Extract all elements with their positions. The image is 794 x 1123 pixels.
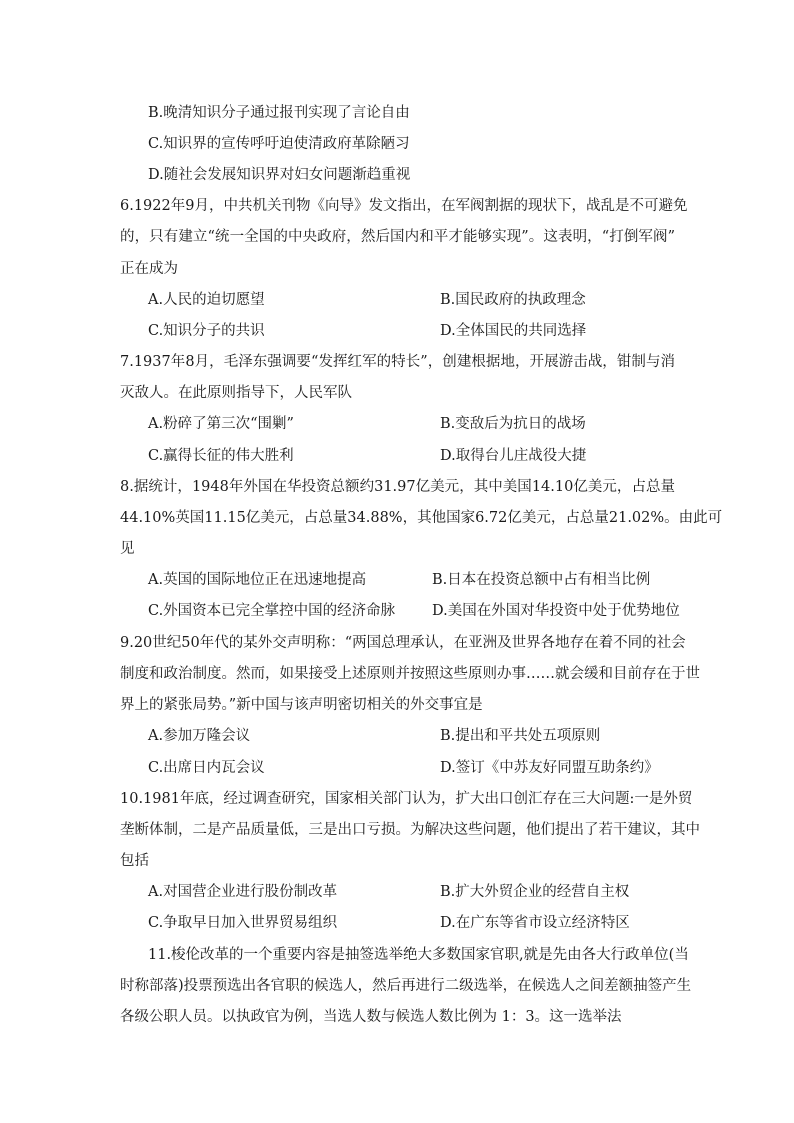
q9-option-d: D.签订《中苏友好同盟互助条约》 bbox=[440, 760, 659, 776]
q9-option-b: B.提出和平共处五项原则 bbox=[440, 728, 601, 744]
q10-option-c: C.争取早日加入世界贸易组织 bbox=[148, 915, 338, 931]
q5-option-c: C.知识界的宣传呼吁迫使清政府革除陋习 bbox=[148, 136, 410, 152]
q9-stem-line-2: 制度和政治制度。然而，如果接受上述原则并按照这些原则办事……就会缓和目前存在于世 bbox=[120, 666, 700, 682]
q8-option-b: B.日本在投资总额中占有相当比例 bbox=[432, 572, 651, 588]
q7-option-d: D.取得台儿庄战役大捷 bbox=[440, 448, 587, 464]
q10-option-d: D.在广东等省市设立经济特区 bbox=[440, 915, 630, 931]
q8-stem-line-2: 44.10%英国11.15亿美元，占总量34.88%，其他国家6.72亿美元，占总量21.02%。由此可 bbox=[120, 510, 723, 526]
q7-option-b: B.变敌后为抗日的战场 bbox=[440, 416, 586, 432]
q6-option-c: C.知识分子的共识 bbox=[148, 323, 265, 339]
q10-stem-line-3: 包括 bbox=[120, 853, 149, 869]
q10-stem-line-2: 垄断体制，二是产品质量低，三是出口亏损。为解决这些问题，他们提出了若干建议，其中 bbox=[120, 822, 700, 838]
q8-option-d: D.美国在外国对华投资中处于优势地位 bbox=[432, 603, 680, 619]
q10-option-b: B.扩大外贸企业的经营自主权 bbox=[440, 884, 630, 900]
q7-option-c: C.赢得长征的伟大胜利 bbox=[148, 448, 294, 464]
q8-stem-line-3: 见 bbox=[120, 541, 135, 557]
q7-stem-line-2: 灭敌人。在此原则指导下，人民军队 bbox=[120, 385, 352, 401]
q9-stem-line-1: 9.20世纪50年代的某外交声明称：“两国总理承认，在亚洲及世界各地存在着不同的社会 bbox=[120, 635, 686, 651]
q8-option-a: A.英国的国际地位正在迅速地提高 bbox=[148, 572, 367, 588]
q6-option-b: B.国民政府的执政理念 bbox=[440, 292, 586, 308]
q6-stem-line-1: 6.1922年9月，中共机关刊物《向导》发文指出，在军阀割据的现状下，战乱是不可避免 bbox=[120, 198, 688, 214]
q11-stem-line-2: 时称部落)投票预选出各官职的候选人，然后再进行二级选举，在候选人之间差额抽签产生 bbox=[120, 978, 692, 994]
q6-option-a: A.人民的迫切愿望 bbox=[148, 292, 265, 308]
q6-stem-line-3: 正在成为 bbox=[120, 261, 178, 277]
q8-stem-line-1: 8.据统计，1948年外国在华投资总额约31.97亿美元，其中美国14.10亿美元，占总量 bbox=[120, 479, 675, 495]
q7-option-a: A.粉碎了第三次“围剿” bbox=[148, 416, 294, 432]
q6-option-d: D.全体国民的共同选择 bbox=[440, 323, 587, 339]
q5-option-b: B.晚清知识分子通过报刊实现了言论自由 bbox=[148, 105, 410, 121]
q11-stem-line-3: 各级公职人员。以执政官为例，当选人数与候选人数比例为 1：3。这一选举法 bbox=[120, 1009, 622, 1025]
q10-option-a: A.对国营企业进行股份制改革 bbox=[148, 884, 338, 900]
q6-stem-line-2: 的，只有建立“统一全国的中央政府，然后国内和平才能够实现”。这表明，“打倒军阀” bbox=[120, 229, 675, 245]
q9-option-c: C.出席日内瓦会议 bbox=[148, 760, 265, 776]
q7-stem-line-1: 7.1937年8月，毛泽东强调要“发挥红军的特长”，创建根据地，开展游击战，钳制与消 bbox=[120, 354, 675, 370]
q8-option-c: C.外国资本已完全掌控中国的经济命脉 bbox=[148, 603, 396, 619]
q5-option-d: D.随社会发展知识界对妇女问题渐趋重视 bbox=[148, 167, 411, 183]
q9-option-a: A.参加万隆会议 bbox=[148, 728, 251, 744]
q10-stem-line-1: 10.1981年底，经过调查研究，国家相关部门认为，扩大出口创汇存在三大问题:一是外贸 bbox=[120, 791, 693, 807]
q9-stem-line-3: 界上的紧张局势。”新中国与该声明密切相关的外交事宜是 bbox=[120, 697, 483, 713]
q11-stem-line-1: 11.梭伦改革的一个重要内容是抽签选举绝大多数国家官职,就是先由各大行政单位(当 bbox=[148, 947, 689, 963]
